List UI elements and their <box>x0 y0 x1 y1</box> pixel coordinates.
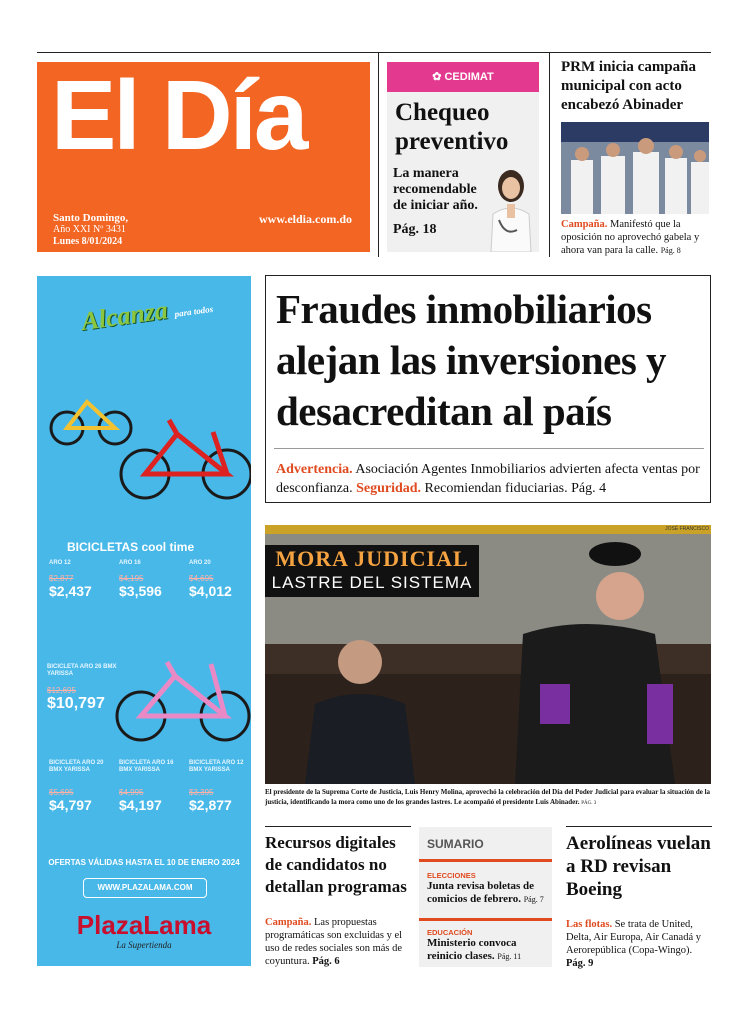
cedimat-teaser[interactable] <box>387 62 539 252</box>
sumario-tag: EDUCACIÓN <box>427 928 473 937</box>
ad-price-item: ARO 12 $2,877 $2,437 <box>49 560 92 599</box>
sumario-text: Junta revisa boletas de comicios de febrero. Pág. 7 <box>427 880 544 905</box>
aerolineas-page-ref: Pág. 9 <box>566 958 594 969</box>
sumario-text: Ministerio convoca reinicio clases. Pág. 11 <box>427 937 522 962</box>
divider <box>274 448 704 449</box>
photo-subtitle: LASTRE DEL SISTEMA <box>271 573 473 592</box>
ad-promo-subtitle: para todos <box>173 303 214 320</box>
cedimat-brand: ✿ CEDIMAT <box>387 62 539 92</box>
sumario-title: SUMARIO <box>427 837 484 851</box>
caption-page-ref: PÁG. 3 <box>581 801 597 806</box>
photo-credit-bar <box>265 525 711 534</box>
sumario-box <box>419 827 552 967</box>
ad-website-link[interactable]: WWW.PLAZALAMA.COM <box>83 878 207 898</box>
aerolineas-text: Se trata de United, Delta, Air Europa, Air Canadá y Aerorepública (Copa-Wingo). <box>566 919 702 956</box>
cedimat-page-ref: Pág. 18 <box>393 222 437 237</box>
top-rule <box>37 52 711 53</box>
section-rule <box>566 826 712 827</box>
cedimat-logo-icon: ✿ <box>432 71 445 83</box>
aerolineas-kicker: Las flotas. <box>566 919 613 930</box>
plazalama-ad[interactable] <box>37 276 251 966</box>
cedimat-headline: Chequeo preventivo <box>395 99 509 155</box>
ad-price-item: ARO 16 $4,195 $3,596 <box>119 560 162 599</box>
edition-number: Año XXI Nº 3431 <box>53 224 126 235</box>
main-summary <box>276 460 702 498</box>
main-text: Recomiendan fiduciarias. Pág. 4 <box>424 481 607 496</box>
main-text: Asociación Agentes Inmobiliarios advierten afecta ventas por desconfianza. <box>276 462 700 496</box>
prm-page-ref: Pág. 8 <box>660 246 681 255</box>
prm-text: Manifestó que la oposición no aprovechó gabela y ahora van para la calle. <box>561 219 700 256</box>
recursos-summary <box>265 916 411 968</box>
recursos-text: Las propuestas programáticas son excluidas y el uso de redes sociales son más de coyuntura. <box>265 917 403 967</box>
recursos-page-ref: Pág. 6 <box>312 956 340 967</box>
prm-kicker: Campaña. <box>561 219 608 230</box>
ad-price-row <box>49 560 251 599</box>
main-kicker: Seguridad. <box>356 481 422 496</box>
city: Santo Domingo, <box>53 212 129 224</box>
main-kicker: Advertencia. <box>276 462 353 477</box>
masthead <box>37 62 370 252</box>
edition-info <box>53 212 128 248</box>
plazalama-tagline: La Supertienda <box>116 940 172 950</box>
website-link[interactable]: www.eldia.com.do <box>259 212 352 226</box>
sumario-accent-rule <box>419 918 552 921</box>
ad-price-item: BICICLETA ARO 20 BMX YARISSA $5,695 $4,797 <box>49 760 104 813</box>
main-headline: Fraudes inmobiliarios alejan las inversiones y desacreditan al país <box>276 286 667 434</box>
recursos-kicker: Campaña. <box>265 917 312 928</box>
doctor-photo <box>487 164 535 252</box>
photo-title: MORA JUDICIAL <box>275 546 469 571</box>
recursos-headline[interactable]: Recursos digitales de candidatos no detallan programas <box>265 833 407 896</box>
photo-credit: JOSÉ FRANCISCO <box>665 526 709 532</box>
aerolineas-summary <box>566 918 712 970</box>
sumario-tag: ELECCIONES <box>427 871 476 880</box>
ad-price-item: BICICLETA ARO 16 BMX YARISSA $4,995 $4,197 <box>119 760 174 813</box>
bicycle-icon <box>37 366 251 516</box>
newspaper-logo: El Día <box>51 60 306 170</box>
edition-date: Lunes 8/01/2024 <box>53 236 123 247</box>
ad-price-item: BICICLETA ARO 12 BMX YARISSA $3,395 $2,877 <box>189 760 244 813</box>
photo-title-box <box>265 545 479 597</box>
prm-rally-photo <box>561 122 709 214</box>
prm-headline[interactable]: PRM inicia campaña municipal con acto encabezó Abinader <box>561 59 696 113</box>
ad-price-row <box>49 760 251 813</box>
cedimat-subtitle: La manera recomendable de iniciar año. <box>393 166 478 213</box>
section-rule <box>265 826 411 827</box>
ad-offer-note: OFERTAS VÁLIDAS HASTA EL 10 DE ENERO 2024 <box>48 858 240 867</box>
plazalama-logo: PlazaLama <box>76 910 212 940</box>
bicycle-icon <box>115 636 251 746</box>
sumario-accent-rule <box>419 859 552 862</box>
ad-promo-title: Alcanza para todos <box>79 295 214 337</box>
sumario-item[interactable] <box>427 928 549 963</box>
main-story[interactable] <box>265 275 711 503</box>
column-divider <box>378 52 379 257</box>
sumario-item[interactable] <box>427 871 549 906</box>
photo-caption: El presidente de la Suprema Corte de Justicia, Luis Henry Molina, aprovechó la celebración del Día del Poder Judicial para evaluar la situación de la justicia, identificando la mora como uno de los grandes lastres. Le acompañó el presidente Luis Abinader. PÁG. 3 <box>265 788 711 806</box>
prm-summary <box>561 218 711 257</box>
aerolineas-headline[interactable]: Aerolíneas vuelan a RD revisan Boeing <box>566 833 711 900</box>
ad-price-item: ARO 20 $4,695 $4,012 <box>189 560 232 599</box>
ad-section-title: BICICLETAS cool time <box>67 540 195 554</box>
column-divider <box>549 52 550 257</box>
ad-price-item: BICICLETA ARO 26 BMX YARISSA $12,695 $10,797 <box>47 664 117 712</box>
